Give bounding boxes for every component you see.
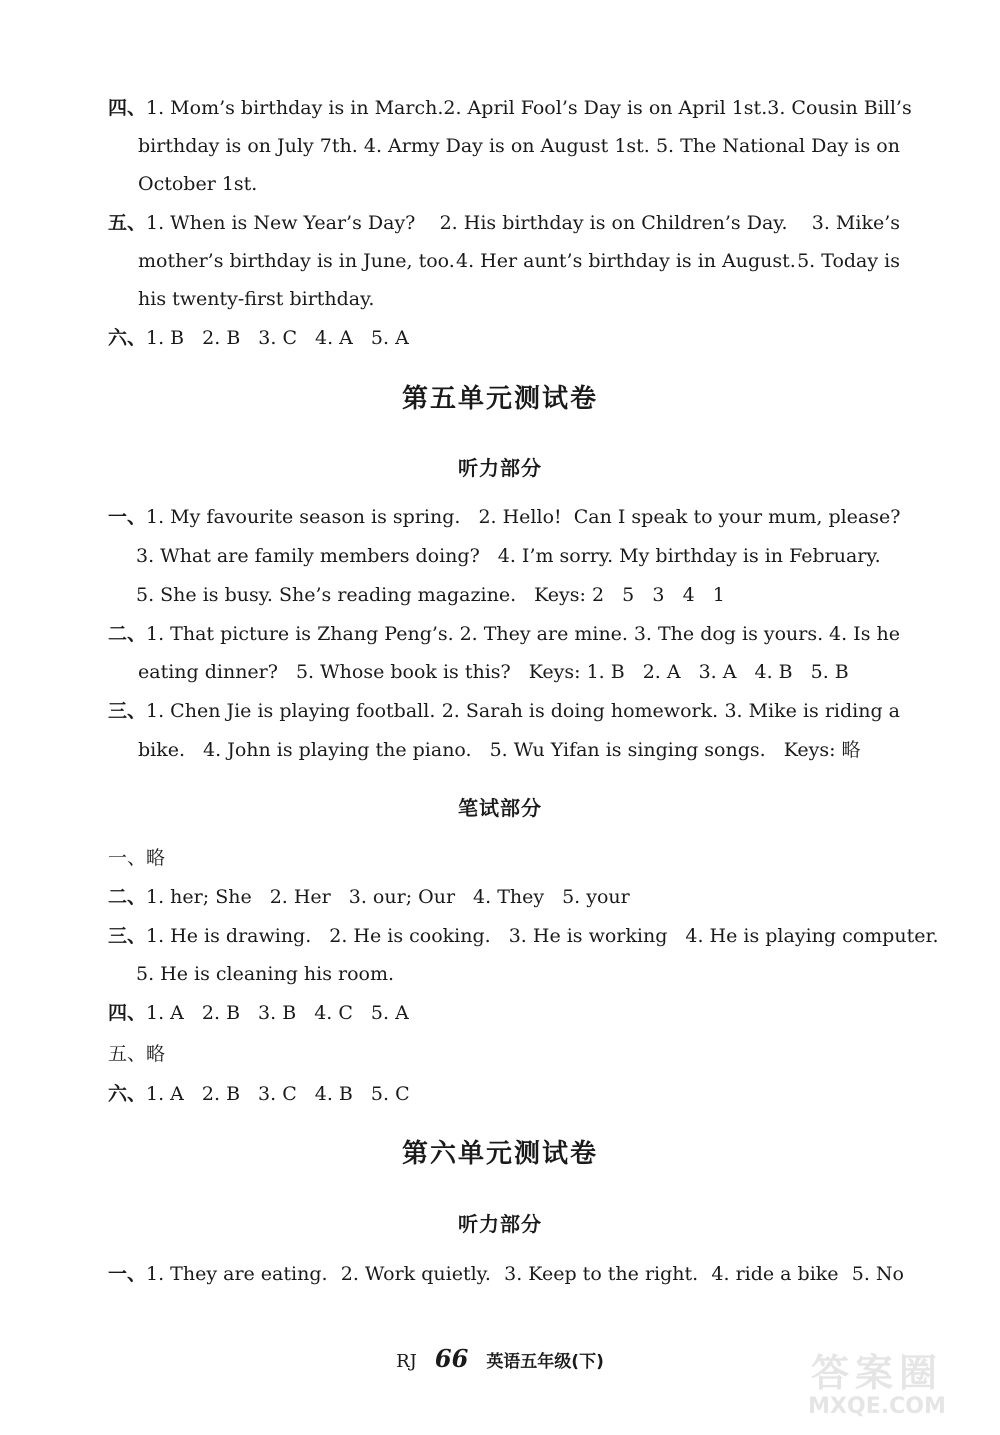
sec4-line2 bbox=[138, 134, 900, 158]
unit5-w3-item: 1. He is drawing. bbox=[146, 925, 312, 947]
unit5-w4-item: 5. A bbox=[370, 1002, 409, 1024]
unit5-q3-prefix: 三、 bbox=[108, 700, 147, 722]
sec5-item4: 4. Her aunt’s birthday is in August. bbox=[456, 250, 796, 272]
sec5-item5: 5. Today is bbox=[797, 250, 900, 272]
sec6-item: 3. C bbox=[258, 327, 298, 349]
sec5-line2 bbox=[138, 249, 900, 273]
watermark-logo bbox=[772, 1351, 982, 1421]
unit5-q1-item: 4. I’m sorry. My birthday is in February. bbox=[497, 545, 881, 567]
sec5-item3: 3. Mike’s bbox=[811, 212, 900, 234]
unit5-q2-prefix: 二、 bbox=[108, 623, 147, 645]
unit5-w5: 五、略 bbox=[108, 1043, 166, 1065]
unit5-q1-line2 bbox=[136, 544, 899, 568]
unit5-q1-item: 2. Hello! Can I speak to your mum, please? bbox=[478, 506, 901, 528]
sec5-line3: his twenty-first birthday. bbox=[138, 288, 375, 310]
unit5-w6-item: 4. B bbox=[314, 1083, 353, 1105]
unit5-w2-item: 2. Her bbox=[269, 886, 331, 908]
page-number: 66 bbox=[434, 1344, 469, 1373]
unit5-w6-item: 1. A bbox=[146, 1083, 184, 1105]
unit5-q2-item: 3. The dog is yours. bbox=[633, 623, 824, 645]
unit5-q2-line1 bbox=[108, 622, 900, 646]
unit5-q3-line1 bbox=[108, 699, 900, 723]
sec4-line1 bbox=[108, 96, 912, 120]
unit5-q1-item: 1. My favourite season is spring. bbox=[146, 506, 461, 528]
unit5-w2-prefix: 二、 bbox=[108, 886, 147, 908]
sec4-item3: 3. Cousin Bill’s bbox=[767, 97, 912, 119]
unit5-w2-item: 3. our; Our bbox=[348, 886, 456, 908]
unit5-w4-item: 3. B bbox=[258, 1002, 297, 1024]
sec5-item3-cont: mother’s birthday is in June, too. bbox=[138, 250, 455, 272]
sec4-item3-cont: birthday is on July 7th. bbox=[138, 135, 358, 157]
unit5-w3-line1 bbox=[108, 924, 957, 948]
unit5-q2-item: 5. Whose book is this? bbox=[295, 661, 511, 683]
unit5-w4-item: 2. B bbox=[201, 1002, 241, 1024]
sec6-item: 5. A bbox=[370, 327, 409, 349]
unit6-q1-prefix: 一、 bbox=[108, 1263, 147, 1285]
unit5-w3-line2: 5. He is cleaning his room. bbox=[136, 963, 395, 985]
sec6-prefix: 六、 bbox=[108, 327, 147, 349]
unit6-q1-item: 3. Keep to the right. bbox=[504, 1263, 699, 1285]
unit5-q2-key: 2. A bbox=[642, 661, 681, 683]
unit5-q2-item: eating dinner? bbox=[138, 661, 278, 683]
sec6-item: 2. B bbox=[202, 327, 241, 349]
unit5-w3-prefix: 三、 bbox=[108, 925, 147, 947]
watermark-bottom: MXQE.COM bbox=[808, 1394, 946, 1419]
unit5-w4-prefix: 四、 bbox=[108, 1002, 147, 1024]
sec5-item2: 2. His birthday is on Children’s Day. bbox=[439, 212, 788, 234]
sec4-prefix: 四、 bbox=[108, 97, 147, 119]
unit5-q1-keys: Keys: 2 5 3 4 1 bbox=[534, 584, 725, 606]
unit5-q2-key: 4. B bbox=[754, 661, 793, 683]
unit5-w3-item: 3. He is working bbox=[508, 925, 668, 947]
unit5-q3-item: 3. Mike is riding a bbox=[724, 700, 900, 722]
unit5-q1-item: 5. She is busy. She’s reading magazine. bbox=[136, 584, 517, 606]
footer-code: RJ bbox=[396, 1351, 417, 1372]
unit5-q3-item: 1. Chen Jie is playing football. bbox=[146, 700, 436, 722]
unit5-q2-key: 3. A bbox=[698, 661, 737, 683]
sec4-item1: 1. Mom’s birthday is in March. bbox=[146, 97, 444, 119]
unit6-listening-heading: 听力部分 bbox=[458, 1212, 542, 1236]
unit6-q1-item: 1. They are eating. bbox=[146, 1263, 328, 1285]
unit5-w3-item: 2. He is cooking. bbox=[329, 925, 491, 947]
unit5-q1-line1 bbox=[108, 505, 918, 529]
unit5-q2-item: 1. That picture is Zhang Peng’s. bbox=[146, 623, 454, 645]
unit5-q2-item: 2. They are mine. bbox=[459, 623, 628, 645]
unit6-q1-item: 4. ride a bike bbox=[711, 1263, 839, 1285]
unit5-w6-line bbox=[108, 1082, 428, 1106]
unit6-q1-line1 bbox=[108, 1262, 904, 1286]
unit5-w2-item: 1. her; She bbox=[146, 886, 252, 908]
unit5-q3-item: 2. Sarah is doing homework. bbox=[441, 700, 719, 722]
sec6-line bbox=[108, 326, 427, 350]
sec4-item5: 5. The National Day is on bbox=[655, 135, 900, 157]
unit5-q1-item: 3. What are family members doing? bbox=[136, 545, 480, 567]
unit5-w3-item: 4. He is playing computer. bbox=[685, 925, 939, 947]
unit5-title: 第五单元测试卷 bbox=[401, 384, 598, 414]
unit5-listening-heading: 听力部分 bbox=[458, 456, 542, 480]
unit5-w4-line bbox=[108, 1001, 427, 1025]
unit5-w2-line bbox=[108, 885, 648, 909]
unit5-w2-item: 4. They bbox=[473, 886, 545, 908]
unit6-title: 第六单元测试卷 bbox=[401, 1139, 598, 1169]
unit5-q2-key: Keys: 1. B bbox=[528, 661, 625, 683]
unit5-w4-item: 4. C bbox=[314, 1002, 353, 1024]
unit5-q3-item: 5. Wu Yifan is singing songs. bbox=[489, 739, 766, 761]
unit5-q2-item: 4. Is he bbox=[829, 623, 900, 645]
unit5-w6-item: 2. B bbox=[201, 1083, 241, 1105]
unit5-w6-item: 3. C bbox=[258, 1083, 297, 1105]
watermark-top: 答案圈 bbox=[810, 1351, 943, 1395]
unit5-writing-heading: 笔试部分 bbox=[458, 796, 542, 820]
sec5-item1: 1. When is New Year’s Day? bbox=[146, 212, 416, 234]
unit5-w4-item: 1. A bbox=[146, 1002, 184, 1024]
unit6-q1-item: 2. Work quietly. bbox=[340, 1263, 491, 1285]
unit5-w1: 一、略 bbox=[108, 847, 166, 869]
unit5-q2-line2 bbox=[138, 660, 867, 684]
sec5-line1 bbox=[108, 211, 900, 235]
unit5-q1-line3 bbox=[136, 583, 743, 607]
unit5-w6-item: 5. C bbox=[370, 1083, 410, 1105]
sec4-item2: 2. April Fool’s Day is on April 1st. bbox=[443, 97, 768, 119]
sec6-item: 1. B bbox=[146, 327, 185, 349]
unit5-q3-keys: Keys: 略 bbox=[783, 739, 861, 761]
unit5-q3-line2 bbox=[138, 738, 879, 762]
unit5-w2-item: 5. your bbox=[562, 886, 630, 908]
unit5-q1-prefix: 一、 bbox=[108, 506, 147, 528]
unit5-q3-item: 4. John is playing the piano. bbox=[203, 739, 472, 761]
sec5-prefix: 五、 bbox=[108, 212, 147, 234]
unit5-q3-item: bike. bbox=[138, 739, 186, 761]
sec6-item: 4. A bbox=[315, 327, 353, 349]
sec4-item4: 4. Army Day is on August 1st. bbox=[363, 135, 650, 157]
unit5-q2-key: 5. B bbox=[810, 661, 849, 683]
sec4-line3: October 1st. bbox=[138, 173, 258, 195]
book-title: 英语五年级(下) bbox=[486, 1352, 604, 1372]
unit6-q1-item: 5. No bbox=[851, 1263, 904, 1285]
unit5-w6-prefix: 六、 bbox=[108, 1083, 147, 1105]
